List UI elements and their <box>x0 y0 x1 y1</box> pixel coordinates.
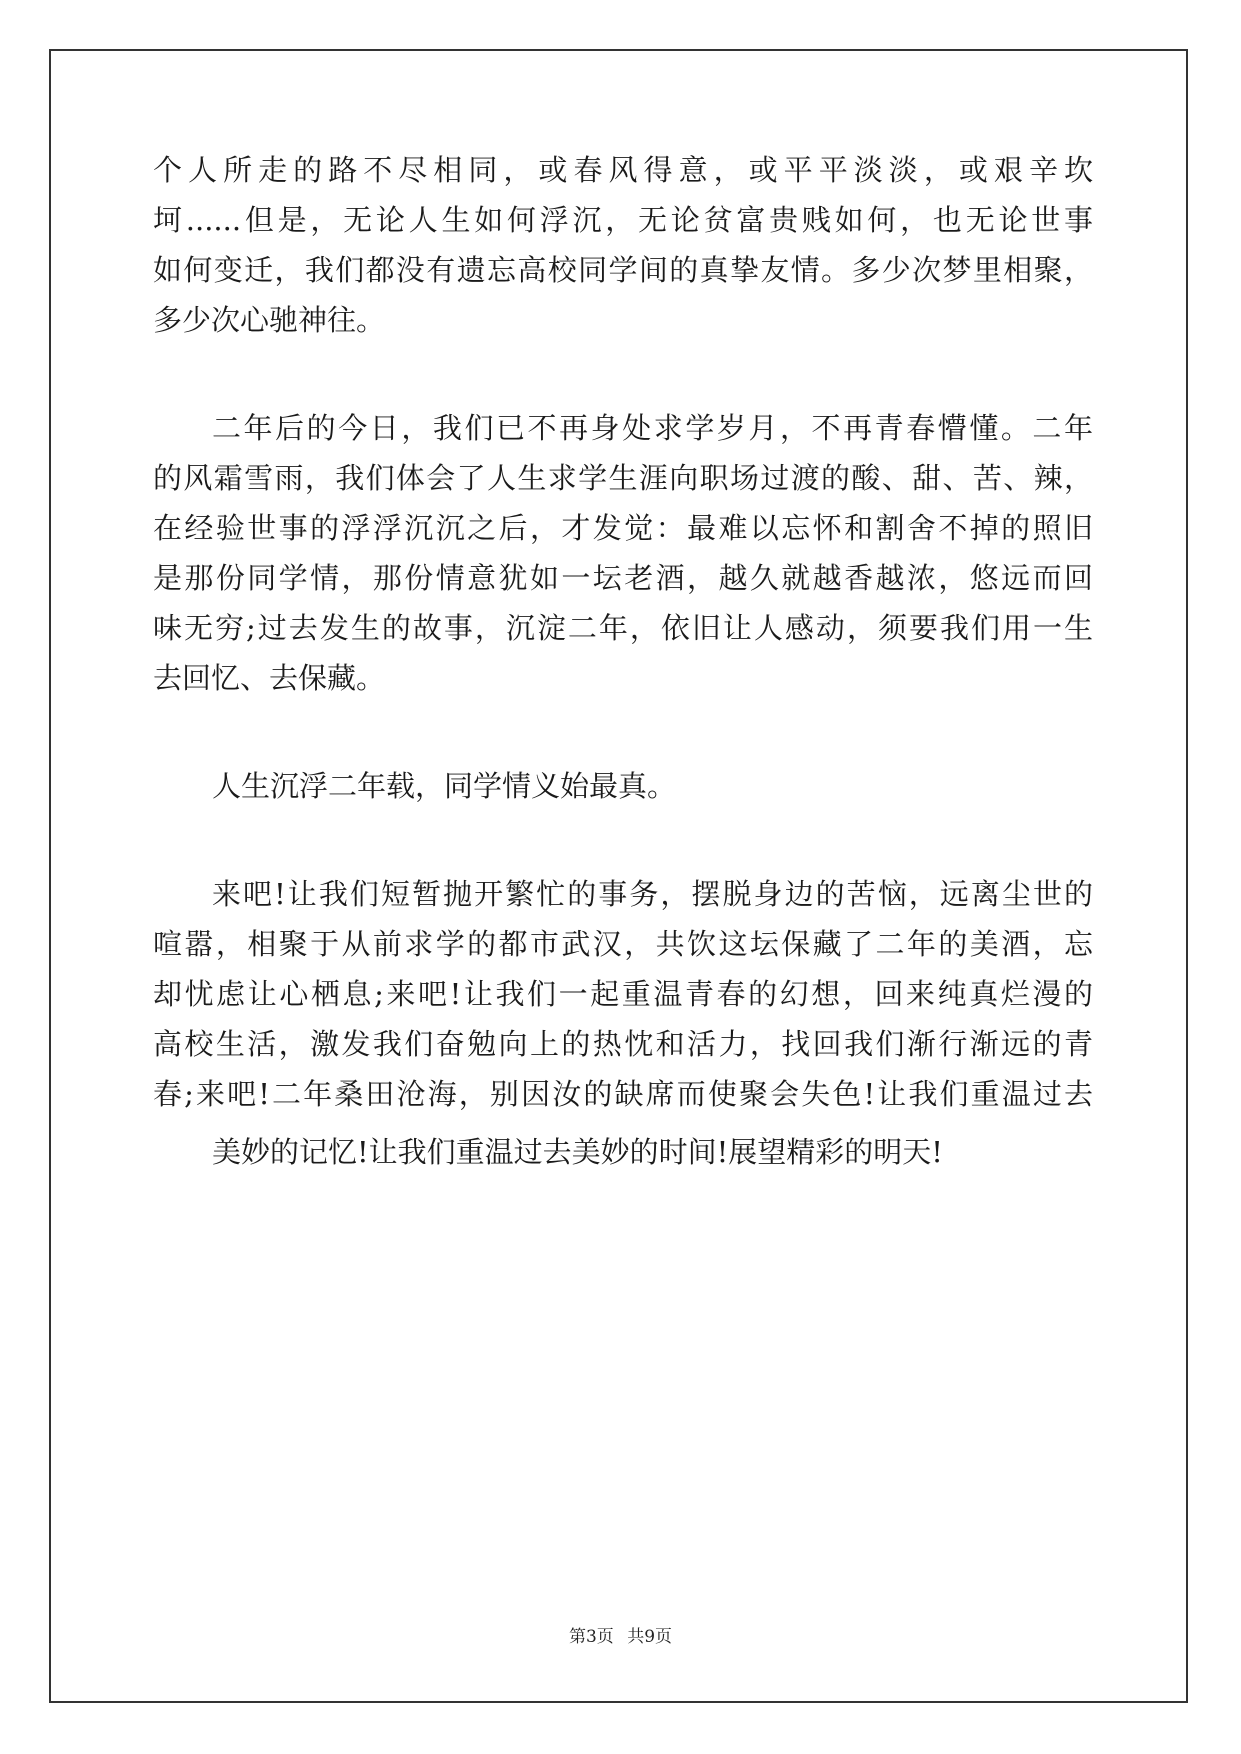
text-line: 坷......但是，无论人生如何浮沉，无论贫富贵贱如何，也无论世事 <box>153 203 1093 237</box>
text-line: 的风霜雪雨，我们体会了人生求学生涯向职场过渡的酸、甜、苦、辣， <box>153 461 1093 495</box>
text-line: 二年后的今日，我们已不再身处求学岁月，不再青春懵懂。二年 <box>212 411 1093 445</box>
text-line: 个人所走的路不尽相同，或春风得意，或平平淡淡，或艰辛坎 <box>153 153 1093 187</box>
text-line: 美妙的记忆!让我们重温过去美妙的时间!展望精彩的明天! <box>212 1135 943 1169</box>
text-line: 多少次心驰神往。 <box>153 303 386 337</box>
text-line: 却忧虑让心栖息;来吧!让我们一起重温青春的幻想，回来纯真烂漫的 <box>153 977 1093 1011</box>
text-line: 高校生活，激发我们奋勉向上的热忱和活力，找回我们渐行渐远的青 <box>153 1027 1093 1061</box>
text-line: 喧嚣，相聚于从前求学的都市武汉，共饮这坛保藏了二年的美酒，忘 <box>153 927 1093 961</box>
text-line: 在经验世事的浮浮沉沉之后，才发觉：最难以忘怀和割舍不掉的照旧 <box>153 511 1093 545</box>
text-line: 去回忆、去保藏。 <box>153 661 386 695</box>
text-line: 来吧!让我们短暂抛开繁忙的事务，摆脱身边的苦恼，远离尘世的 <box>212 877 1093 911</box>
text-line: 味无穷;过去发生的故事，沉淀二年，依旧让人感动，须要我们用一生 <box>153 611 1093 645</box>
text-line: 如何变迁，我们都没有遗忘高校同学间的真挚友情。多少次梦里相聚， <box>153 253 1093 287</box>
page-number-footer: 第3页 共9页 <box>568 1627 673 1647</box>
text-line: 是那份同学情，那份情意犹如一坛老酒，越久就越香越浓，悠远而回 <box>153 561 1093 595</box>
text-line: 春;来吧!二年桑田沧海，别因汝的缺席而使聚会失色!让我们重温过去 <box>153 1077 1093 1111</box>
text-line: 人生沉浮二年载，同学情义始最真。 <box>212 769 677 803</box>
